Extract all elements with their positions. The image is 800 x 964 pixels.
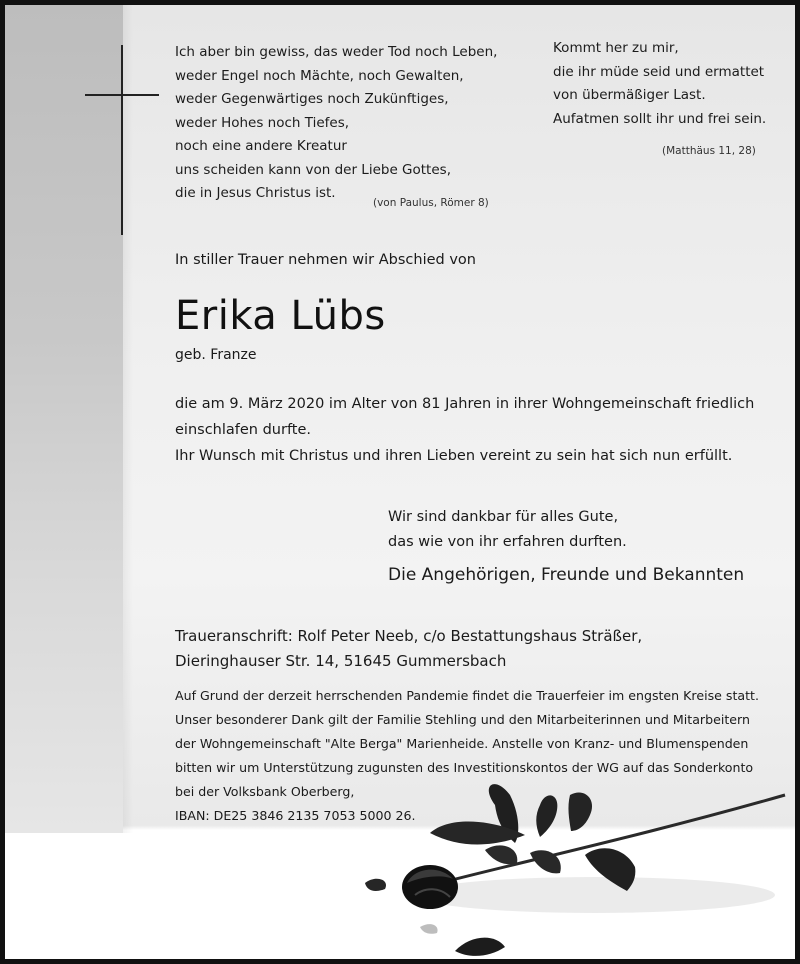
verse-line: Ich aber bin gewiss, das weder Tod noch Leben, [175,44,498,60]
thanks-text [388,505,627,555]
verse-paulus-citation: (von Paulus, Römer 8) [373,197,489,209]
verse-paulus [175,41,515,206]
verse-matthaeus [553,37,773,131]
mourners-signature: Die Angehörigen, Freunde und Bekannten [388,565,745,585]
rose-leaf [536,795,557,837]
rose-shadow [415,877,775,913]
body-line: die am 9. März 2020 im Alter von 81 Jahren in ihrer Wohngemeinschaft friedlich [175,396,755,412]
verse-line: von übermäßiger Last. [553,87,706,103]
intro-text: In stiller Trauer nehmen wir Abschied von [175,252,476,268]
verse-line: die ihr müde seid und ermattet [553,63,765,80]
band-shadow [123,5,133,833]
fallen-petal [420,924,438,934]
verse-line: uns scheiden kann von der Liebe Gottes, [175,161,451,178]
note-line: Unser besonderer Dank gilt der Familie Stehling und den Mitarbeiterinnen und Mitarbeitern [175,712,750,727]
verse-line: Kommt her zu mir, [553,40,679,56]
thanks-line: das wie von ihr erfahren durften. [388,534,627,550]
thanks-line: Wir sind dankbar für alles Gute, [388,509,619,525]
birth-name: geb. Franze [175,347,257,363]
rose-illustration [345,775,800,964]
deceased-name: Erika Lübs [175,293,386,339]
cross-horizontal-bar [85,94,159,96]
note-line: der Wohngemeinschaft "Alte Berga" Marienheide. Anstelle von Kranz- und Blumenspenden [175,736,749,751]
body-line: Ihr Wunsch mit Christus und ihren Lieben vereint zu sein hat sich nun erfüllt. [175,448,733,464]
announcement-body [175,391,775,469]
rose-leaf [485,845,517,864]
note-line: bei der Volksbank Oberberg, [175,784,355,799]
verse-line: weder Gegenwärtiges noch Zukünftiges, [175,91,449,107]
fallen-petal [455,938,505,956]
mourning-address [175,624,642,674]
verse-line: die in Jesus Christus ist. [175,185,336,201]
verse-line: Aufatmen sollt ihr und frei sein. [553,110,767,127]
verse-matthaeus-citation: (Matthäus 11, 28) [662,145,756,157]
address-line: Traueranschrift: Rolf Peter Neeb, c/o Bestattungshaus Sträßer, [175,627,643,645]
note-line: IBAN: DE25 3846 2135 7053 5000 26. [175,808,416,823]
note-line: Auf Grund der derzeit herrschenden Pandemie findet die Trauerfeier im engsten Kreise statt. [175,688,759,703]
rose-leaf [568,793,592,831]
left-gray-band [5,5,123,833]
cross-vertical-bar [121,45,123,235]
verse-line: weder Engel noch Mächte, noch Gewalten, [175,67,464,84]
body-line: einschlafen durfte. [175,422,312,438]
note-line: bitten wir um Unterstützung zugunsten des Investitionskontos der WG auf das Sonderkonto [175,760,754,775]
address-line: Dieringhauser Str. 14, 51645 Gummersbach [175,652,507,670]
verse-line: weder Hohes noch Tiefes, [175,114,350,131]
verse-line: noch eine andere Kreatur [175,138,347,154]
fallen-petal [365,879,386,891]
